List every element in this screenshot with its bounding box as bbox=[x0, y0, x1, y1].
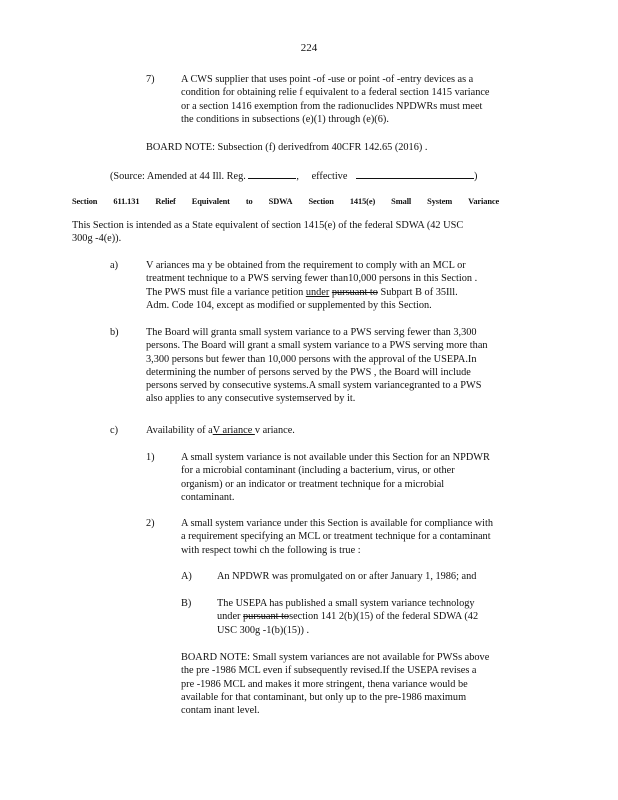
item-a-line: treatment technique to a PWS serving fewer than10,000 persons in this Section . bbox=[146, 273, 478, 285]
item-c-text bbox=[146, 424, 295, 437]
item-b-label: b) bbox=[110, 327, 119, 338]
source-close: ) bbox=[473, 171, 478, 182]
board-note-2 bbox=[181, 651, 521, 717]
item-a-line bbox=[146, 286, 530, 299]
item-c2-line: with respect towhi ch the following is true : bbox=[181, 544, 361, 556]
item-a-text bbox=[146, 259, 530, 312]
struck-text: pursuant to bbox=[331, 286, 378, 298]
item-b-line: persons. The Board will grant a small system variance to a PWS serving more than bbox=[146, 340, 488, 352]
item-a-line3-pre: The PWS must file a variance petition bbox=[146, 286, 306, 298]
item-c1-line: contaminant. bbox=[181, 491, 235, 503]
item-A-text: An NPDWR was promulgated on or after January 1, 1986; and bbox=[217, 571, 477, 582]
struck-text: pursuant to bbox=[243, 611, 290, 623]
heading-word: Small bbox=[391, 197, 412, 206]
item-c1-label: 1) bbox=[146, 452, 155, 463]
intro-paragraph bbox=[72, 219, 530, 246]
item-7-label: 7) bbox=[146, 74, 155, 85]
heading-word: Section bbox=[72, 197, 98, 206]
board-note-2-line: BOARD NOTE: Small system variances are not available for PWSs above bbox=[181, 652, 490, 663]
item-7-line: or a section 1416 exemption from the radionuclides NPDWRs must meet bbox=[181, 100, 483, 112]
item-b-line: The Board will granta small system variance to a PWS serving fewer than 3,300 bbox=[146, 327, 477, 338]
item-a-line3-post: Subpart B of 35Ill. bbox=[377, 286, 458, 298]
intro-line: 300g -4(e)). bbox=[72, 233, 122, 245]
item-B-label: B) bbox=[181, 598, 192, 609]
item-c-post: v ariance. bbox=[254, 425, 295, 436]
heading-word: Equivalent bbox=[191, 197, 230, 206]
heading-word: Variance bbox=[468, 197, 500, 206]
source-line bbox=[110, 168, 477, 183]
item-a-line: V ariances ma y be obtained from the requirement to comply with an MCL or bbox=[146, 260, 466, 271]
item-c1-line: organism) or an indicator or treatment technique for a microbial bbox=[181, 478, 445, 490]
inserted-text: under bbox=[305, 286, 330, 298]
item-c2-text bbox=[181, 517, 539, 557]
item-B-line bbox=[217, 610, 519, 623]
item-c-label: c) bbox=[110, 425, 118, 436]
board-note-2-line: the pre -1986 MCL even if subsequently revised.If the USEPA revises a bbox=[181, 665, 477, 677]
item-c2-label: 2) bbox=[146, 518, 155, 529]
item-b-line: also applies to any consecutive systemserved by it. bbox=[146, 393, 356, 405]
item-A-label: A) bbox=[181, 571, 192, 582]
item-b-text bbox=[146, 326, 530, 406]
board-note-1: BOARD NOTE: Subsection (f) derivedfrom 40CFR 142.65 (2016) . bbox=[146, 142, 428, 153]
source-comma: , bbox=[296, 171, 299, 182]
page-number: 224 bbox=[300, 42, 318, 54]
source-reg-blank bbox=[248, 168, 296, 179]
item-c1-text bbox=[181, 451, 529, 504]
intro-line: This Section is intended as a State equivalent of section 1415(e) of the federal SDWA (42 USC bbox=[72, 220, 464, 231]
item-c2-line: A small system variance under this Section is available for compliance with bbox=[181, 518, 493, 529]
item-7-line: A CWS supplier that uses point -of -use or point -of -entry devices as a bbox=[181, 74, 474, 85]
heading-word: System bbox=[427, 197, 453, 206]
heading-word: Section bbox=[308, 197, 334, 206]
item-7-line: condition for obtaining relie f equivalent to a federal section 1415 variance bbox=[181, 87, 490, 99]
source-prefix: (Source: Amended at 44 Ill. Reg. bbox=[110, 171, 246, 182]
item-c1-line: A small system variance is not available under this Section for an NPDWR bbox=[181, 452, 490, 463]
inserted-text: V ariance bbox=[212, 425, 255, 436]
source-effective-blank bbox=[356, 168, 474, 179]
item-B-line: The USEPA has published a small system variance technology bbox=[217, 598, 475, 609]
item-c2-line: a requirement specifying an MCL or treatment technique for a contaminant bbox=[181, 531, 491, 543]
item-b-line: determining the number of persons served by the PWS , the Board will include bbox=[146, 366, 471, 378]
item-b-line: 3,300 persons but fewer than 10,000 persons with the approval of the USEPA.In bbox=[146, 353, 477, 365]
item-7-text bbox=[181, 73, 529, 126]
heading-word: 611.131 bbox=[113, 197, 140, 206]
item-B-line: USC 300g -1(b)(15)) . bbox=[217, 624, 310, 636]
item-B-line2-pre: under bbox=[217, 611, 244, 623]
heading-word: to bbox=[245, 197, 253, 206]
heading-word: Relief bbox=[155, 197, 176, 206]
item-B-text bbox=[217, 597, 519, 637]
section-heading bbox=[72, 195, 515, 208]
board-note-2-line: available for that contaminant, but only up to the pre-1986 maximum bbox=[181, 691, 467, 703]
board-note-2-line: pre -1986 MCL and makes it more stringent, thena variance would be bbox=[181, 678, 468, 690]
source-effective: effective bbox=[311, 171, 348, 182]
item-c-pre: Availability of a bbox=[146, 425, 213, 436]
item-7-line: the conditions in subsections (e)(1) through (e)(6). bbox=[181, 113, 389, 125]
heading-word: 1415(e) bbox=[349, 197, 376, 206]
item-b-line: persons served by consecutive systems.A small system variancegranted to a PWS bbox=[146, 380, 482, 392]
item-a-line: Adm. Code 104, except as modified or supplemented by this Section. bbox=[146, 299, 432, 311]
heading-word: SDWA bbox=[268, 197, 293, 206]
item-a-label: a) bbox=[110, 260, 118, 271]
board-note-2-line: contam inant level. bbox=[181, 705, 260, 717]
item-c1-line: for a microbial contaminant (including a bacterium, virus, or other bbox=[181, 465, 455, 477]
item-B-line2-post: section 141 2(b)(15) of the federal SDWA (42 bbox=[289, 611, 479, 623]
